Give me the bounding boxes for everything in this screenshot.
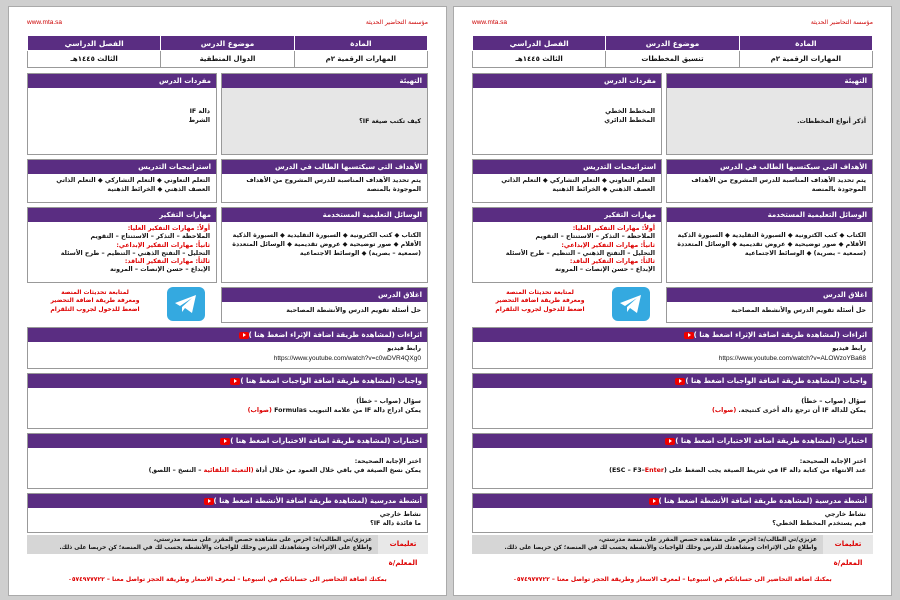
objectives-box: [666, 159, 873, 203]
critical-skills-heading: ثالثاً: مهارات التفكير الناقد:: [569, 258, 655, 266]
telegram-promo[interactable]: [27, 287, 217, 325]
higher-skills-heading: أولاً: مهارات التفكير العليا:: [127, 225, 210, 232]
page-header: [472, 19, 873, 29]
telegram-line: اضغط للدخول لجروب التلقرام: [495, 305, 585, 313]
vocabulary-item: الشرط: [188, 116, 210, 124]
youtube-icon[interactable]: [220, 438, 230, 445]
header-topic: موضوع الدرس: [161, 36, 294, 51]
teaching-aids-line: (سمعية – بصرية) ◆ الوسائط الاجتماعية: [299, 249, 421, 257]
objectives-title: الأهداف التي سيكتسبها الطالب في الدرس: [222, 160, 427, 174]
page-footer: بمكنك اضافة التحاضير الى حساباتكم في اسبوعيا – لمعرف الاسعار وطريقة الحجز تواصل معنا – ٠٥٧٤٩٧٧٧٢٢: [513, 576, 832, 583]
teaching-aids-line: الأقلام ◆ صور توضيحية ◆ عروض تقديمية ◆ الوسائل المتعددة: [677, 240, 866, 248]
test-statement: يمكن نسخ الصيغة في باقي خلال العمود من خلال أداة: [253, 466, 421, 474]
enrichment-title[interactable]: [28, 328, 427, 342]
org-name: مؤسسة التحاضير الحديثة: [365, 19, 428, 26]
site-url[interactable]: www.mta.sa: [27, 19, 63, 26]
activities-title-text: أنشطة مدرسية (لمشاهدة طريقة اضافة الأنشطة اضغط هنا ): [658, 497, 867, 505]
objectives-text: يتم تحديد الأهداف المناسبة للدرس المشروح من الأهداف الموجودة بالمنصة: [691, 177, 866, 193]
value-subject: المهارات الرقمية ٢م: [294, 51, 427, 68]
header-term: الفصل الدراسي: [28, 36, 161, 51]
homework-statement: يمكن ادراج دالة IF من علامة التبويب Formulas: [271, 406, 421, 414]
closing-title: اغلاق الدرس: [222, 288, 427, 302]
warmup-title: التهيئة: [667, 74, 872, 88]
page-header: [27, 19, 428, 29]
creative-skills-heading: ثانياً: مهارات التفكير الإبداعي:: [561, 241, 655, 249]
activities-title[interactable]: [473, 494, 872, 508]
header-term: الفصل الدراسي: [473, 36, 606, 51]
teaching-aids-line: الكتاب ◆ كتب الكترونية ◆ السبورة التقليدية ◆ السبورة الذكية: [677, 232, 866, 239]
vocabulary-box: [472, 73, 662, 155]
homework-box: [472, 373, 873, 429]
telegram-line: ومعرفة طريقة اضافة التحضير: [495, 297, 585, 305]
homework-answer: (صواب): [247, 406, 272, 414]
test-correct-answer: (التعبئة التلقائية: [203, 466, 254, 474]
vocabulary-title: مفردات الدرس: [28, 74, 216, 88]
activity-type: نشاط خارجي: [824, 511, 866, 518]
strategies-title: استراتيجيات التدريس: [28, 160, 216, 174]
telegram-line: ومعرفة طريقة اضافة التحضير: [50, 297, 140, 305]
vocabulary-item: المخطط الدائري: [604, 116, 655, 124]
value-topic: الدوال المنطقية: [161, 51, 294, 68]
strategies-line: التعلم التعاوني ◆ التعلم التشاركي ◆ التعلم الذاتي: [501, 177, 655, 184]
teaching-aids-title: الوسائل التعليمية المستخدمة: [667, 208, 872, 222]
enrichment-title-text: اثراءات (لمشاهدة طريقة اضافة الإثراء اضغط هنا ): [248, 331, 422, 339]
tests-title[interactable]: [473, 434, 872, 448]
teacher-notes: [27, 535, 428, 567]
header-subject: المادة: [739, 36, 872, 51]
test-statement: عند الانتهاء من كتابة دالة IF في شريط الصيغة يجب الضغط على: [666, 466, 866, 474]
closing-title: اغلاق الدرس: [667, 288, 872, 302]
strategies-line: العصف الذهني ◆ الخرائط الذهنية: [107, 185, 210, 193]
teaching-aids-line: الكتاب ◆ كتب الكترونية ◆ السبورة التقليدية ◆ السبورة الذكية: [232, 232, 421, 239]
teacher-notes: [472, 535, 873, 567]
thinking-skills-title: مهارات التفكير: [28, 208, 216, 222]
test-correct-answer: Enter: [644, 466, 664, 474]
higher-skills-text: الملاحظة – التذكر – الاستنتاج – التقويم: [90, 233, 210, 241]
tests-box: [472, 433, 873, 489]
closing-box: [221, 287, 428, 323]
critical-skills-text: الإبداع – حسن الإنصات – المرونة: [554, 266, 655, 274]
youtube-icon[interactable]: [230, 378, 240, 385]
youtube-icon[interactable]: [239, 332, 249, 339]
tests-box: [27, 433, 428, 489]
vocabulary-item: المخطط الخطي: [605, 108, 655, 115]
vocabulary-box: [27, 73, 217, 155]
homework-question: سؤال (صواب – خطأ): [801, 398, 866, 405]
activities-title-text: أنشطة مدرسية (لمشاهدة طريقة اضافة الأنشطة اضغط هنا ): [213, 497, 422, 505]
homework-title-text: واجبات (لمشاهدة طريقة اضافة الواجبات اضغط هنا ): [685, 377, 867, 385]
warmup-text: كيف تكتب صيغة IF؟: [359, 118, 421, 125]
homework-box: [27, 373, 428, 429]
teacher-notes-label: تعليمات المعلم/ة: [823, 535, 873, 554]
warmup-text: أذكر أنواع المخططات.: [797, 118, 866, 125]
value-term: الثالث ١٤٤٥هـ: [28, 51, 161, 68]
lesson-page-1: [8, 6, 447, 596]
teaching-aids-box: [221, 207, 428, 283]
test-question: اختر الإجابة الصحيحة:: [354, 458, 421, 465]
closing-text: حل أسئلة تقويم الدرس والأنشطة المصاحبة: [731, 307, 866, 314]
critical-skills-text: الإبداع – حسن الإنصات – المرونة: [109, 266, 210, 274]
homework-question: سؤال (صواب – خطأ): [356, 398, 421, 405]
teaching-aids-box: [666, 207, 873, 283]
lesson-info-table: [472, 35, 873, 68]
objectives-box: [221, 159, 428, 203]
youtube-icon[interactable]: [684, 332, 694, 339]
enrichment-box: [27, 327, 428, 369]
enrichment-box: [472, 327, 873, 369]
enrichment-title[interactable]: [473, 328, 872, 342]
youtube-icon[interactable]: [675, 378, 685, 385]
telegram-line: لمتابعة تحديثات المنصة: [61, 289, 129, 296]
telegram-line: لمتابعة تحديثات المنصة: [506, 289, 574, 296]
lesson-page-2: [453, 6, 892, 596]
strategies-box: [27, 159, 217, 203]
activity-question: فيم يستخدم المخطط الخطي؟: [772, 519, 866, 527]
homework-statement: يمكن للدالة IF أن ترجع دالة أخرى كنتيجة.: [736, 406, 866, 414]
video-link-label: رابط فيديو: [387, 345, 421, 352]
strategies-box: [472, 159, 662, 203]
video-link-label: رابط فيديو: [832, 345, 866, 352]
video-link-url[interactable]: https://www.youtube.com/watch?v=c0wDVR4QXg0: [273, 354, 421, 362]
test-other-options: – النسخ – اللصق): [148, 466, 204, 474]
homework-title-text: واجبات (لمشاهدة طريقة اضافة الواجبات اضغط هنا ): [240, 377, 422, 385]
youtube-icon[interactable]: [649, 498, 659, 505]
teacher-notes-line: واطلاع على الإثراءات ومشاهدتك للدرس وحلك للواجبات والأنشطة يحسب لك في المنصة؛ كن حريصا على ذلك.: [59, 544, 372, 551]
video-link-url[interactable]: https://www.youtube.com/watch?v=ALOWzoYBa68: [718, 354, 866, 362]
teaching-aids-title: الوسائل التعليمية المستخدمة: [222, 208, 427, 222]
teaching-aids-line: الأقلام ◆ صور توضيحية ◆ عروض تقديمية ◆ الوسائل المتعددة: [232, 240, 421, 248]
teacher-notes-label: تعليمات المعلم/ة: [378, 535, 428, 554]
vocabulary-item: دالة IF: [189, 108, 210, 115]
telegram-promo[interactable]: [472, 287, 662, 325]
objectives-text: يتم تحديد الأهداف المناسبة للدرس المشروح من الأهداف الموجودة بالمنصة: [246, 177, 421, 193]
homework-answer: (صواب): [711, 406, 737, 414]
site-url[interactable]: www.mta.sa: [472, 19, 508, 26]
lesson-info-table: [27, 35, 428, 68]
value-subject: المهارات الرقمية ٢م: [739, 51, 872, 68]
activity-question: ما فائدة دالة IF؟: [370, 519, 421, 527]
test-options-close: ): [663, 466, 667, 474]
homework-title[interactable]: [473, 374, 872, 388]
value-term: الثالث ١٤٤٥هـ: [473, 51, 606, 68]
closing-text: حل أسئلة تقويم الدرس والأنشطة المصاحبة: [286, 307, 421, 314]
thinking-skills-box: [472, 207, 662, 283]
creative-skills-heading: ثانياً: مهارات التفكير الإبداعي:: [116, 241, 210, 249]
tests-title-text: اختبارات (لمشاهدة طريقة اضافة الاختبارات اضغط هنا ): [230, 437, 422, 445]
test-other-options: (ESC – F3–: [609, 466, 645, 474]
activities-box: [472, 493, 873, 533]
teacher-notes-line: عزيزي/تي الطالب/ة: احرص على مشاهدة حصص المقرر على منصة مدرستي،: [153, 537, 372, 543]
teacher-notes-line: عزيزي/تي الطالب/ة: احرص على مشاهدة حصص المقرر على منصة مدرستي،: [598, 537, 817, 543]
strategies-line: العصف الذهني ◆ الخرائط الذهنية: [552, 185, 655, 193]
org-name: مؤسسة التحاضير الحديثة: [810, 19, 873, 26]
enrichment-title-text: اثراءات (لمشاهدة طريقة اضافة الإثراء اضغط هنا ): [693, 331, 867, 339]
value-topic: تنسيق المخططات: [606, 51, 739, 68]
creative-skills-text: التحليل – التفتح الذهني – التنظيم – طرح الأسئلة: [505, 249, 655, 257]
warmup-box: [666, 73, 873, 155]
objectives-title: الأهداف التي سيكتسبها الطالب في الدرس: [667, 160, 872, 174]
telegram-icon[interactable]: [167, 287, 205, 321]
critical-skills-heading: ثالثاً: مهارات التفكير الناقد:: [124, 258, 210, 266]
higher-skills-heading: أولاً: مهارات التفكير العليا:: [572, 225, 655, 232]
activities-box: [27, 493, 428, 533]
header-subject: المادة: [294, 36, 427, 51]
thinking-skills-title: مهارات التفكير: [473, 208, 661, 222]
higher-skills-text: الملاحظة – التذكر – الاستنتاج – التقويم: [535, 233, 655, 241]
activities-title[interactable]: [28, 494, 427, 508]
page-footer: بمكنك اضافة التحاضير الى حساباتكم في اسبوعيا – لمعرف الاسعار وطريقة الحجز تواصل معنا – ٠٥٧٤٩٧٧٧٢٢: [68, 576, 387, 583]
strategies-line: التعلم التعاوني ◆ التعلم التشاركي ◆ التعلم الذاتي: [56, 177, 210, 184]
tests-title-text: اختبارات (لمشاهدة طريقة اضافة الاختبارات اضغط هنا ): [675, 437, 867, 445]
teacher-notes-line: واطلاع على الإثراءات ومشاهدتك للدرس وحلك للواجبات والأنشطة يحسب لك في المنصة؛ كن حريصا على ذلك.: [504, 544, 817, 551]
vocabulary-title: مفردات الدرس: [473, 74, 661, 88]
telegram-line: اضغط للدخول لجروب التلقرام: [50, 305, 140, 313]
youtube-icon[interactable]: [204, 498, 214, 505]
youtube-icon[interactable]: [665, 438, 675, 445]
teaching-aids-line: (سمعية – بصرية) ◆ الوسائط الاجتماعية: [744, 249, 866, 257]
strategies-title: استراتيجيات التدريس: [473, 160, 661, 174]
tests-title[interactable]: [28, 434, 427, 448]
activity-type: نشاط خارجي: [379, 511, 421, 518]
test-question: اختر الإجابة الصحيحة:: [799, 458, 866, 465]
creative-skills-text: التحليل – التفتح الذهني – التنظيم – طرح الأسئلة: [60, 249, 210, 257]
telegram-icon[interactable]: [612, 287, 650, 321]
homework-title[interactable]: [28, 374, 427, 388]
closing-box: [666, 287, 873, 323]
header-topic: موضوع الدرس: [606, 36, 739, 51]
thinking-skills-box: [27, 207, 217, 283]
warmup-box: [221, 73, 428, 155]
warmup-title: التهيئة: [222, 74, 427, 88]
